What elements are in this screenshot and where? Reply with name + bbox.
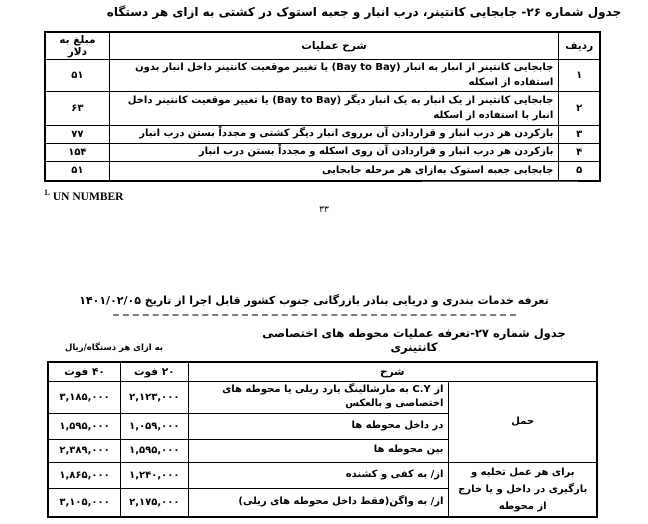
amount-usd: ۱۵۴ [45, 144, 109, 162]
operation-description: بازکردن هر درب انبار و قراردادن آن روی اسکله و مجدداً بستن درب انبار [109, 144, 559, 162]
table-row [48, 462, 597, 488]
tariff-20ft: ۱,۲۴۰,۰۰۰ [121, 462, 188, 488]
category-haml: حمل [449, 381, 597, 462]
table27-header-40ft: ۴۰ فوت [48, 362, 121, 381]
table-row [48, 381, 597, 413]
table27-header-row [48, 362, 597, 381]
table26 [44, 31, 601, 182]
footnote [44, 188, 123, 203]
tariff-40ft: ۱,۸۶۵,۰۰۰ [48, 462, 121, 488]
table27-unit-label: به ازای هر دستگاه/ریال [64, 343, 163, 353]
dashed-divider [113, 314, 516, 316]
table26-header-radif: ردیف [559, 32, 600, 60]
amount-usd: ۷۷ [45, 126, 109, 144]
tariff-20ft: ۲,۱۷۵,۰۰۰ [121, 488, 188, 516]
row-index: ۲ [559, 92, 600, 126]
tariff-40ft: ۳,۱۰۵,۰۰۰ [48, 488, 121, 516]
row-index: ۱ [559, 60, 600, 92]
tariff-40ft: ۲,۳۸۹,۰۰۰ [48, 439, 121, 462]
operation-description: در داخل محوطه ها [188, 413, 449, 439]
operation-description: از/ به کفی و کشنده [188, 462, 449, 488]
operation-description: از C.Y به مارشالینگ یارد ریلی یا محوطه های اختصاصی و بالعکس [188, 381, 449, 413]
footnote-text: UN NUMBER [52, 190, 124, 203]
table26-header-row [45, 32, 600, 60]
table-row [45, 126, 600, 144]
footnote-marker: 1. [44, 188, 50, 197]
operation-description: جابجایی کانتینر از انبار به انبار (Bay to Bay) یا تغییر موقعیت کانتینر داخل انبار بدون استفاده از اسکله [109, 60, 559, 92]
tariff-20ft: ۱,۰۵۹,۰۰۰ [121, 413, 188, 439]
operation-description: بازکردن هر درب انبار و قراردادن آن برروی انبار دیگر کشتی و مجدداً بستن درب انبار [109, 126, 559, 144]
table26-header-desc: شرح عملیات [109, 32, 559, 60]
table-row [45, 162, 600, 181]
amount-usd: ۶۳ [45, 92, 109, 126]
table27 [47, 361, 598, 518]
tariff-40ft: ۱,۵۹۵,۰۰۰ [48, 413, 121, 439]
operation-description: از/ به واگن(فقط داخل محوطه های ریلی) [188, 488, 449, 516]
category-load-unload: برای هر عمل تخلیه و بارگیری در داخل و یا خارج از محوطه [449, 462, 597, 517]
tariff-40ft: ۳,۱۸۵,۰۰۰ [48, 381, 121, 413]
operation-description: جابجایی کانتینر از یک انبار به یک انبار دیگر (Bay to Bay) یا تغییر موقعیت کانتینر داخل انبار با استفاده از اسکله [109, 92, 559, 126]
table26-title: جدول شماره ۲۶- جابجایی کانتینر، درب انبار و جعبه استوک در کشتی به ازای هر دستگاه [106, 5, 622, 19]
amount-usd: ۵۱ [45, 162, 109, 181]
footnote-separator-line [422, 181, 578, 182]
row-index: ۳ [559, 126, 600, 144]
table27-title: جدول شماره ۲۷-تعرفه عملیات محوطه های اختصاصی کانتینری [262, 326, 566, 354]
table27-header-20ft: ۲۰ فوت [121, 362, 188, 381]
table-row [45, 60, 600, 92]
operation-description: جابجایی جعبه استوک به‌ازای هر مرحله جابجایی [109, 162, 559, 181]
table-row [45, 92, 600, 126]
tariff-20ft: ۲,۱۲۳,۰۰۰ [121, 381, 188, 413]
page2-running-header: تعرفه خدمات بندری و دریایی بنادر بازرگانی جنوب کشور قابل اجرا از تاریخ ۱۴۰۱/۰۲/۰۵ [79, 294, 549, 307]
row-index: ۴ [559, 144, 600, 162]
row-index: ۵ [559, 162, 600, 181]
tariff-20ft: ۱,۵۹۵,۰۰۰ [121, 439, 188, 462]
operation-description: بین محوطه ها [188, 439, 449, 462]
table27-header-desc: شرح [188, 362, 597, 381]
page-number: ۳۳ [319, 205, 329, 215]
table26-header-amount: مبلغ به دلار [45, 32, 109, 60]
amount-usd: ۵۱ [45, 60, 109, 92]
table-row [45, 144, 600, 162]
